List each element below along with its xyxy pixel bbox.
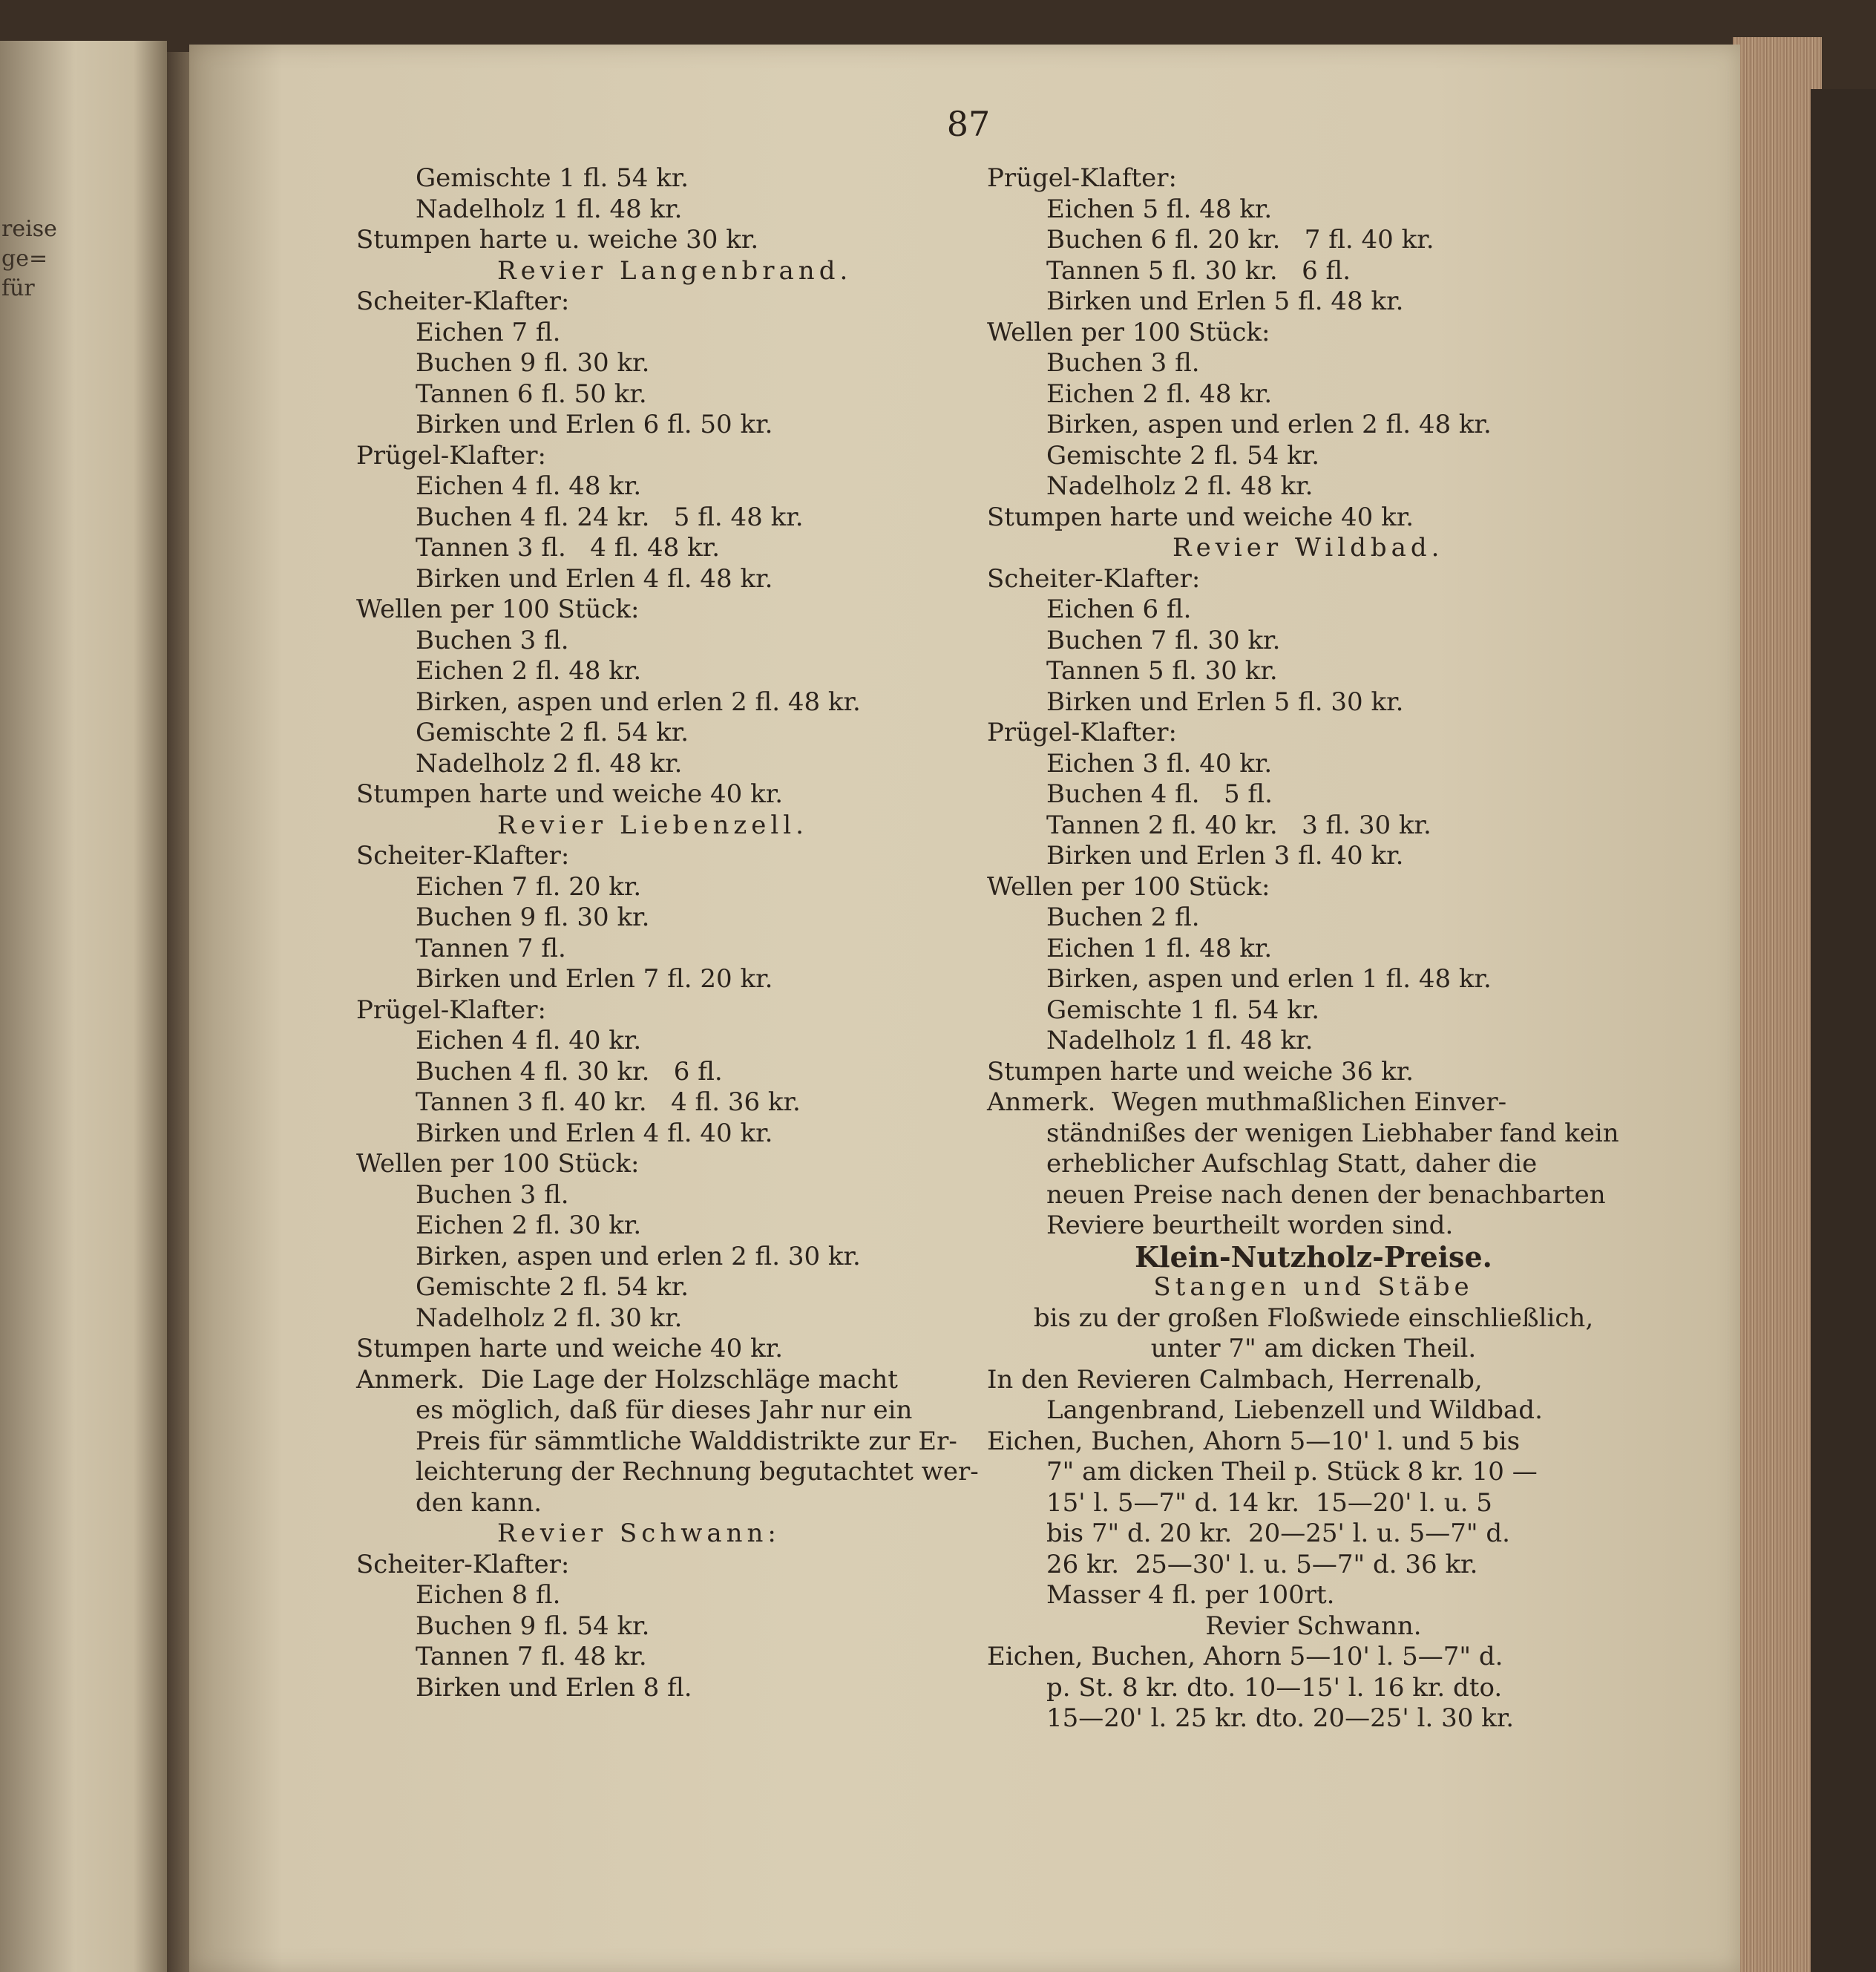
text-line: Gemischte 1 fl. 54 kr. (416, 163, 689, 193)
text-line: Eichen, Buchen, Ahorn 5—10' l. und 5 bis (987, 1426, 1521, 1456)
text-line: Scheiter-Klafter: (356, 1549, 570, 1579)
text-line: Wellen per 100 Stück: (987, 317, 1270, 347)
text-line: Birken, aspen und erlen 2 fl. 48 kr. (416, 687, 861, 717)
section-heading: Klein-Nutzholz-Preise. (1135, 1239, 1492, 1274)
text-line: Eichen 7 fl. 20 kr. (416, 871, 642, 902)
text-line: Langenbrand, Liebenzell und Wildbad. (1046, 1395, 1543, 1425)
left-page-fragment: ge= (1, 246, 48, 272)
text-line: Buchen 2 fl. (1046, 903, 1200, 932)
text-line: erheblicher Aufschlag Statt, daher die (1046, 1149, 1538, 1179)
text-line: Birken und Erlen 7 fl. 20 kr. (416, 964, 773, 994)
text-line: 15' l. 5—7" d. 14 kr. 15—20' l. u. 5 (1046, 1487, 1492, 1518)
text-line: Birken, aspen und erlen 2 fl. 30 kr. (416, 1241, 861, 1271)
text-line: Gemischte 2 fl. 54 kr. (1046, 440, 1320, 471)
text-line: Buchen 3 fl. (416, 1179, 569, 1210)
text-line: 7" am dicken Theil p. Stück 8 kr. 10 — (1046, 1457, 1538, 1487)
text-line: Gemischte 1 fl. 54 kr. (1046, 995, 1320, 1025)
text-line: Nadelholz 1 fl. 48 kr. (1046, 1026, 1313, 1055)
text-line: Eichen 2 fl. 30 kr. (416, 1211, 642, 1240)
text-line: Tannen 7 fl. (416, 933, 566, 963)
text-line: es möglich, daß für dieses Jahr nur ein (416, 1395, 913, 1425)
text-line: Wellen per 100 Stück: (987, 871, 1270, 902)
text-line: Eichen 4 fl. 48 kr. (416, 471, 642, 501)
text-line: Nadelholz 2 fl. 30 kr. (416, 1303, 683, 1333)
text-line: Tannen 5 fl. 30 kr. (1046, 656, 1278, 686)
text-line: Birken und Erlen 4 fl. 40 kr. (416, 1118, 773, 1148)
text-line: Eichen 8 fl. (416, 1580, 561, 1610)
text-line: Birken, aspen und erlen 1 fl. 48 kr. (1046, 964, 1492, 994)
text-line: Scheiter-Klafter: (356, 286, 570, 316)
text-line: Eichen 3 fl. 40 kr. (1046, 748, 1273, 779)
text-line: Tannen 3 fl. 40 kr. 4 fl. 36 kr. (416, 1087, 801, 1117)
text-line: Eichen 7 fl. (416, 317, 561, 347)
text-line: Anmerk. Wegen muthmaßlichen Einver- (987, 1087, 1507, 1117)
left-page-fragment: für (1, 275, 35, 301)
left-page-fragment: reise (1, 216, 57, 242)
text-line: Eichen 2 fl. 48 kr. (1046, 379, 1273, 409)
text-line: Tannen 7 fl. 48 kr. (416, 1642, 647, 1671)
text-line: Wellen per 100 Stück: (356, 1149, 640, 1179)
right-text-column (987, 163, 1640, 1734)
text-line: Eichen 6 fl. (1046, 594, 1192, 624)
text-line: Birken und Erlen 5 fl. 48 kr. (1046, 286, 1404, 316)
text-line: Reviere beurtheilt worden sind. (1046, 1211, 1454, 1240)
text-line: Revier Schwann. (1205, 1611, 1422, 1641)
text-line: Prügel-Klafter: (987, 163, 1177, 193)
text-line: 15—20' l. 25 kr. dto. 20—25' l. 30 kr. (1046, 1703, 1515, 1733)
text-line: Tannen 6 fl. 50 kr. (416, 379, 647, 409)
text-line: Revier Wildbad. (1172, 533, 1444, 563)
text-line: Revier Langenbrand. (497, 255, 853, 286)
text-line: Buchen 3 fl. (416, 625, 569, 655)
text-line: Wellen per 100 Stück: (356, 594, 640, 624)
text-line: Gemischte 2 fl. 54 kr. (416, 718, 689, 747)
text-line: Buchen 9 fl. 54 kr. (416, 1611, 650, 1641)
text-line: bis zu der großen Floßwiede einschließlich, (1033, 1303, 1594, 1333)
text-line: leichterung der Rechnung begutachtet wer- (416, 1457, 979, 1487)
text-line: Stumpen harte und weiche 40 kr. (987, 502, 1414, 532)
left-text-column (356, 163, 979, 1703)
text-line: Birken und Erlen 5 fl. 30 kr. (1046, 687, 1404, 717)
text-line: Gemischte 2 fl. 54 kr. (416, 1272, 689, 1302)
text-line: Buchen 6 fl. 20 kr. 7 fl. 40 kr. (1046, 225, 1434, 255)
text-line: neuen Preise nach denen der benachbarten (1046, 1179, 1606, 1210)
text-line: Prügel-Klafter: (356, 995, 546, 1025)
text-line: Eichen 1 fl. 48 kr. (1046, 933, 1273, 963)
text-line: ständnißes der wenigen Liebhaber fand kein (1046, 1118, 1619, 1148)
text-line: Tannen 2 fl. 40 kr. 3 fl. 30 kr. (1046, 810, 1431, 840)
text-line: Scheiter-Klafter: (356, 841, 570, 871)
text-line: Tannen 5 fl. 30 kr. 6 fl. (1046, 255, 1351, 286)
left-page (0, 41, 167, 1972)
text-line: Buchen 4 fl. 30 kr. 6 fl. (416, 1056, 723, 1087)
page-number: 87 (946, 104, 991, 144)
text-line: Nadelholz 2 fl. 48 kr. (1046, 471, 1313, 501)
text-line: Birken und Erlen 6 fl. 50 kr. (416, 410, 773, 439)
text-line: Buchen 4 fl. 24 kr. 5 fl. 48 kr. (416, 502, 804, 532)
text-line: Revier Liebenzell. (497, 810, 808, 840)
text-line: Stangen und Stäbe (1153, 1272, 1474, 1302)
text-line: Buchen 9 fl. 30 kr. (416, 903, 650, 932)
text-line: Birken, aspen und erlen 2 fl. 48 kr. (1046, 410, 1492, 439)
text-line: In den Revieren Calmbach, Herrenalb, (987, 1364, 1483, 1395)
text-line: Stumpen harte und weiche 40 kr. (356, 779, 784, 809)
text-line: Prügel-Klafter: (987, 718, 1177, 747)
text-line: Birken und Erlen 4 fl. 48 kr. (416, 563, 773, 594)
text-line: 26 kr. 25—30' l. u. 5—7" d. 36 kr. (1046, 1549, 1478, 1579)
text-line: Buchen 3 fl. (1046, 348, 1200, 378)
background-table (1811, 89, 1876, 1972)
text-line: Revier Schwann: (497, 1519, 781, 1548)
text-line: Stumpen harte u. weiche 30 kr. (356, 225, 759, 255)
text-line: bis 7" d. 20 kr. 20—25' l. u. 5—7" d. (1046, 1519, 1510, 1548)
text-line: Scheiter-Klafter: (987, 563, 1201, 594)
text-line: Buchen 9 fl. 30 kr. (416, 348, 650, 378)
text-line: Eichen 5 fl. 48 kr. (1046, 194, 1273, 224)
text-line: Masser 4 fl. per 100rt. (1046, 1580, 1335, 1610)
text-line: Anmerk. Die Lage der Holzschläge macht (356, 1364, 898, 1395)
text-line: Buchen 7 fl. 30 kr. (1046, 625, 1281, 655)
text-line: Nadelholz 1 fl. 48 kr. (416, 194, 683, 224)
text-line: Birken und Erlen 8 fl. (416, 1672, 692, 1703)
text-line: Tannen 3 fl. 4 fl. 48 kr. (416, 533, 721, 563)
text-line: Nadelholz 2 fl. 48 kr. (416, 748, 683, 779)
text-line: den kann. (416, 1487, 542, 1518)
text-line: unter 7" am dicken Theil. (1150, 1334, 1477, 1363)
text-line: Preis für sämmtliche Walddistrikte zur Er- (416, 1426, 957, 1456)
text-line: Stumpen harte und weiche 36 kr. (987, 1056, 1414, 1087)
text-line: Buchen 4 fl. 5 fl. (1046, 779, 1273, 809)
text-line: Eichen 2 fl. 48 kr. (416, 656, 642, 686)
text-line: Eichen, Buchen, Ahorn 5—10' l. 5—7" d. (987, 1642, 1503, 1671)
text-line: Birken und Erlen 3 fl. 40 kr. (1046, 841, 1404, 871)
text-line: Stumpen harte und weiche 40 kr. (356, 1334, 784, 1363)
text-line: Prügel-Klafter: (356, 440, 546, 471)
text-line: p. St. 8 kr. dto. 10—15' l. 16 kr. dto. (1046, 1672, 1503, 1703)
page-edges (1733, 37, 1822, 1972)
text-line: Eichen 4 fl. 40 kr. (416, 1026, 642, 1055)
